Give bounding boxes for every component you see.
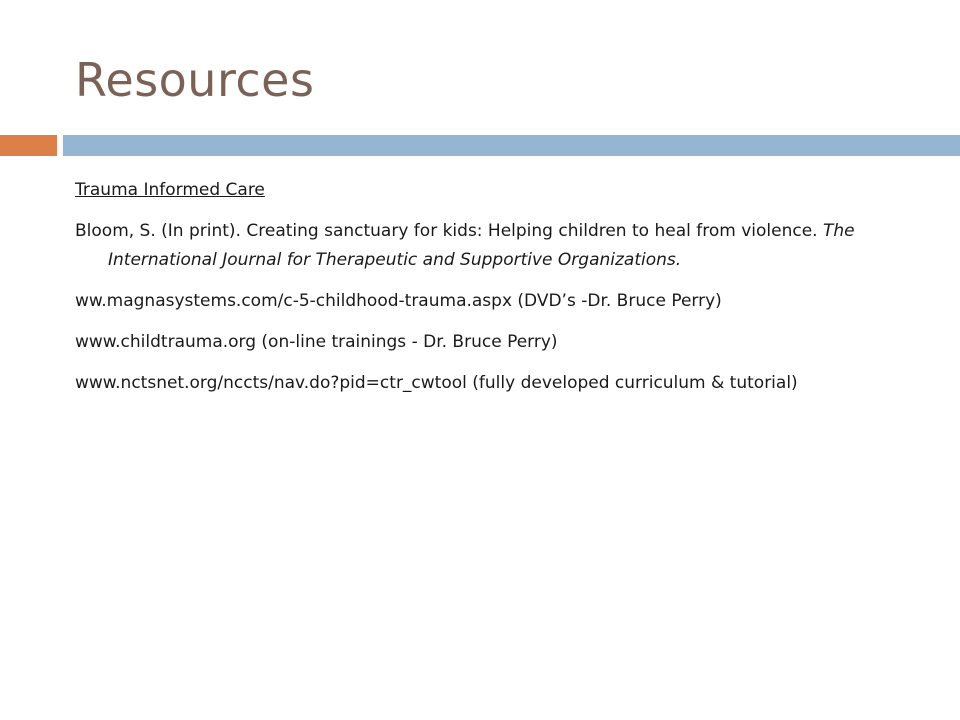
slide-title: Resources [75,53,315,107]
resource-link-nctsnet[interactable]: www.nctsnet.org/nccts/nav.do?pid=ctr_cwtool (fully developed curriculum & tutorial) [75,373,798,393]
citation-article-title: Creating sanctuary for kids: Helping children to heal from violence. [246,221,818,241]
title-divider-bar [63,135,960,156]
section-heading [75,176,935,205]
section-heading-text: Trauma Informed Care [75,180,265,200]
citation-authors: Bloom, S. (In print). [75,221,241,241]
title-accent-bar [0,135,57,156]
slide-body [75,176,935,410]
citation [75,217,935,275]
resource-link-magnasystems[interactable]: ww.magnasystems.com/c-5-childhood-trauma.aspx (DVD’s -Dr. Bruce Perry) [75,291,722,311]
resource-link-childtrauma[interactable]: www.childtrauma.org (on-line trainings - Dr. Bruce Perry) [75,332,558,352]
citation-journal: The International Journal for Therapeutic and Supportive Organizations. [108,221,855,270]
